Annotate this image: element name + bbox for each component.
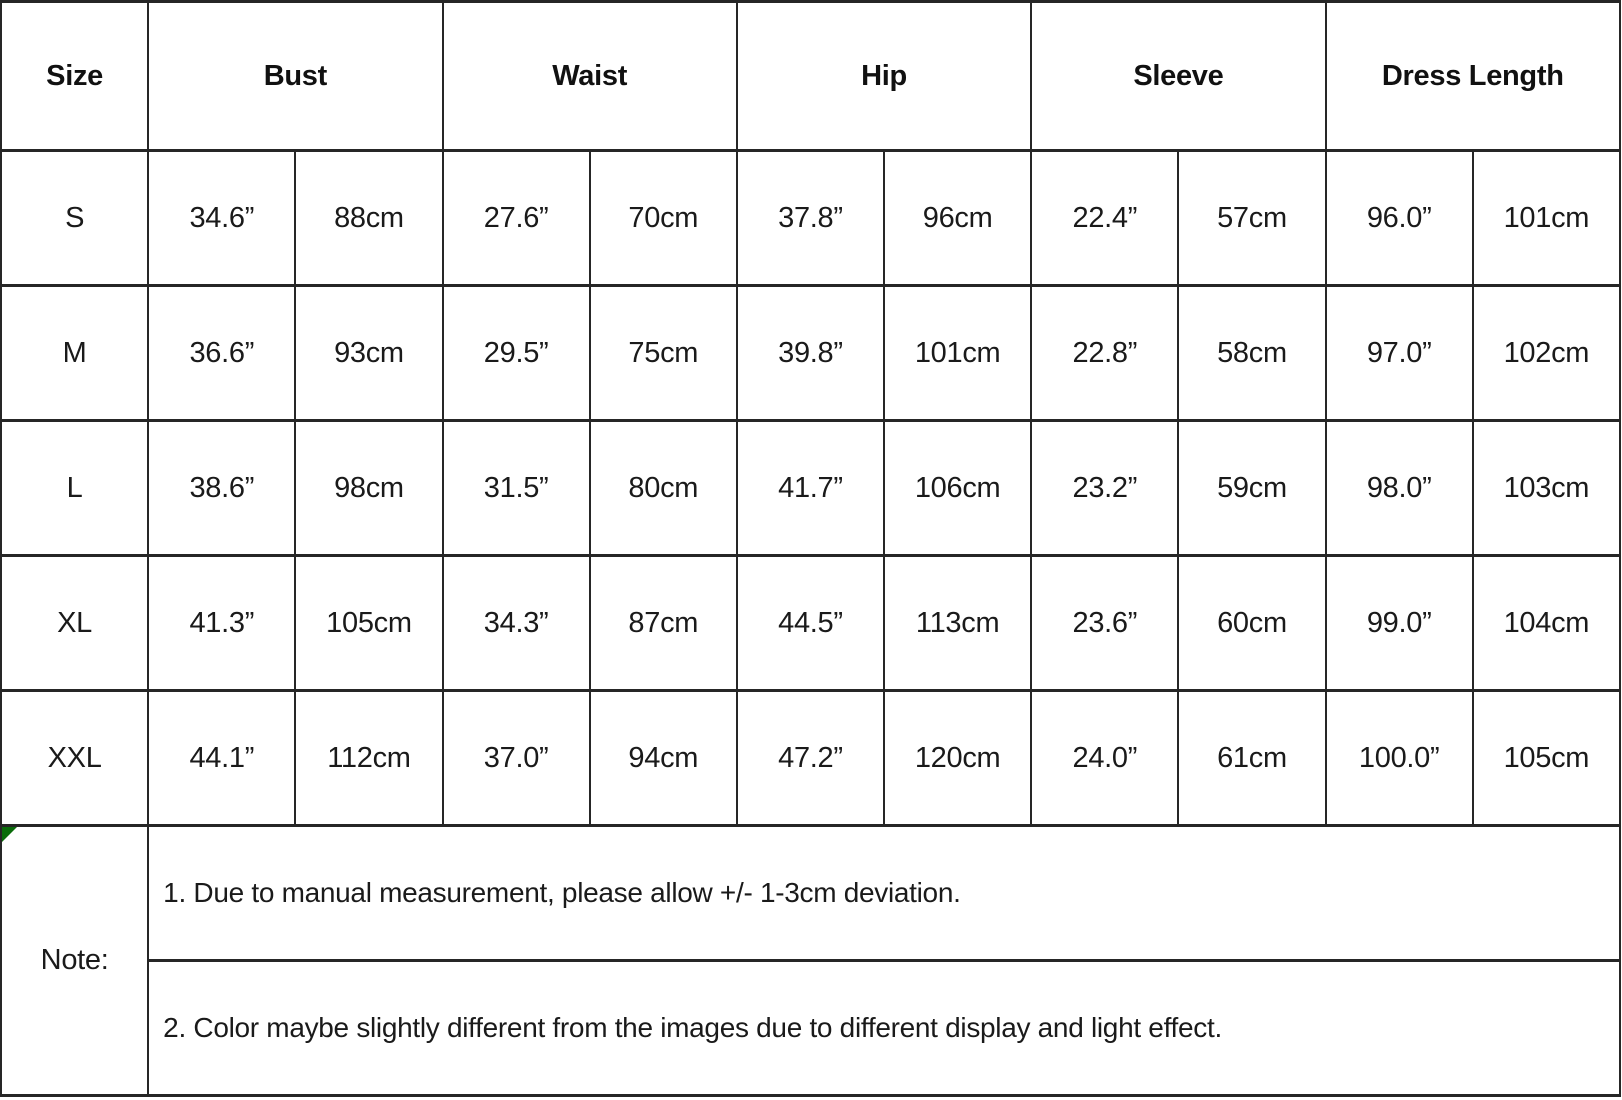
waist-inch: 37.0” [443, 691, 590, 826]
dress-length-inch: 98.0” [1326, 421, 1473, 556]
header-sleeve: Sleeve [1031, 2, 1325, 151]
dress-length-inch: 99.0” [1326, 556, 1473, 691]
sleeve-inch: 22.8” [1031, 286, 1178, 421]
hip-cm: 96cm [884, 151, 1031, 286]
sleeve-inch: 22.4” [1031, 151, 1178, 286]
note-row-1 [1, 826, 1620, 961]
sleeve-inch: 23.6” [1031, 556, 1178, 691]
hip-inch: 47.2” [737, 691, 884, 826]
dress-length-cm: 101cm [1473, 151, 1620, 286]
header-row [1, 2, 1620, 151]
sleeve-inch: 24.0” [1031, 691, 1178, 826]
bust-cm: 93cm [295, 286, 442, 421]
sleeve-cm: 59cm [1178, 421, 1325, 556]
note-row-2 [1, 961, 1620, 1096]
table-row-xxl [1, 691, 1620, 826]
bust-inch: 38.6” [148, 421, 295, 556]
note-item-1: 1. Due to manual measurement, please allow +/- 1-3cm deviation. [148, 826, 1620, 961]
sleeve-cm: 60cm [1178, 556, 1325, 691]
dress-length-inch: 100.0” [1326, 691, 1473, 826]
dress-length-cm: 103cm [1473, 421, 1620, 556]
waist-cm: 75cm [590, 286, 737, 421]
note-label-cell [1, 826, 148, 1096]
bust-inch: 36.6” [148, 286, 295, 421]
note-label: Note: [40, 944, 109, 976]
green-corner-marker-icon [2, 827, 17, 842]
table-row-xl [1, 556, 1620, 691]
header-hip: Hip [737, 2, 1031, 151]
size-label: S [1, 151, 148, 286]
dress-length-cm: 102cm [1473, 286, 1620, 421]
bust-cm: 98cm [295, 421, 442, 556]
sleeve-cm: 57cm [1178, 151, 1325, 286]
sleeve-cm: 58cm [1178, 286, 1325, 421]
bust-inch: 34.6” [148, 151, 295, 286]
header-waist: Waist [443, 2, 737, 151]
sleeve-cm: 61cm [1178, 691, 1325, 826]
hip-inch: 44.5” [737, 556, 884, 691]
waist-cm: 80cm [590, 421, 737, 556]
waist-inch: 27.6” [443, 151, 590, 286]
dress-length-inch: 97.0” [1326, 286, 1473, 421]
bust-inch: 44.1” [148, 691, 295, 826]
size-label: L [1, 421, 148, 556]
waist-cm: 70cm [590, 151, 737, 286]
waist-cm: 87cm [590, 556, 737, 691]
dress-length-cm: 104cm [1473, 556, 1620, 691]
hip-cm: 113cm [884, 556, 1031, 691]
hip-cm: 120cm [884, 691, 1031, 826]
dress-length-inch: 96.0” [1326, 151, 1473, 286]
waist-inch: 31.5” [443, 421, 590, 556]
bust-cm: 105cm [295, 556, 442, 691]
header-bust: Bust [148, 2, 442, 151]
table-row-s [1, 151, 1620, 286]
header-dress-length: Dress Length [1326, 2, 1620, 151]
hip-inch: 39.8” [737, 286, 884, 421]
table-row-l [1, 421, 1620, 556]
header-size: Size [1, 2, 148, 151]
sleeve-inch: 23.2” [1031, 421, 1178, 556]
hip-inch: 41.7” [737, 421, 884, 556]
bust-inch: 41.3” [148, 556, 295, 691]
waist-cm: 94cm [590, 691, 737, 826]
note-item-2: 2. Color maybe slightly different from the images due to different display and light effect. [148, 961, 1620, 1096]
bust-cm: 112cm [295, 691, 442, 826]
bust-cm: 88cm [295, 151, 442, 286]
waist-inch: 29.5” [443, 286, 590, 421]
waist-inch: 34.3” [443, 556, 590, 691]
hip-cm: 101cm [884, 286, 1031, 421]
size-label: M [1, 286, 148, 421]
size-label: XXL [1, 691, 148, 826]
dress-length-cm: 105cm [1473, 691, 1620, 826]
hip-inch: 37.8” [737, 151, 884, 286]
size-label: XL [1, 556, 148, 691]
hip-cm: 106cm [884, 421, 1031, 556]
table-row-m [1, 286, 1620, 421]
